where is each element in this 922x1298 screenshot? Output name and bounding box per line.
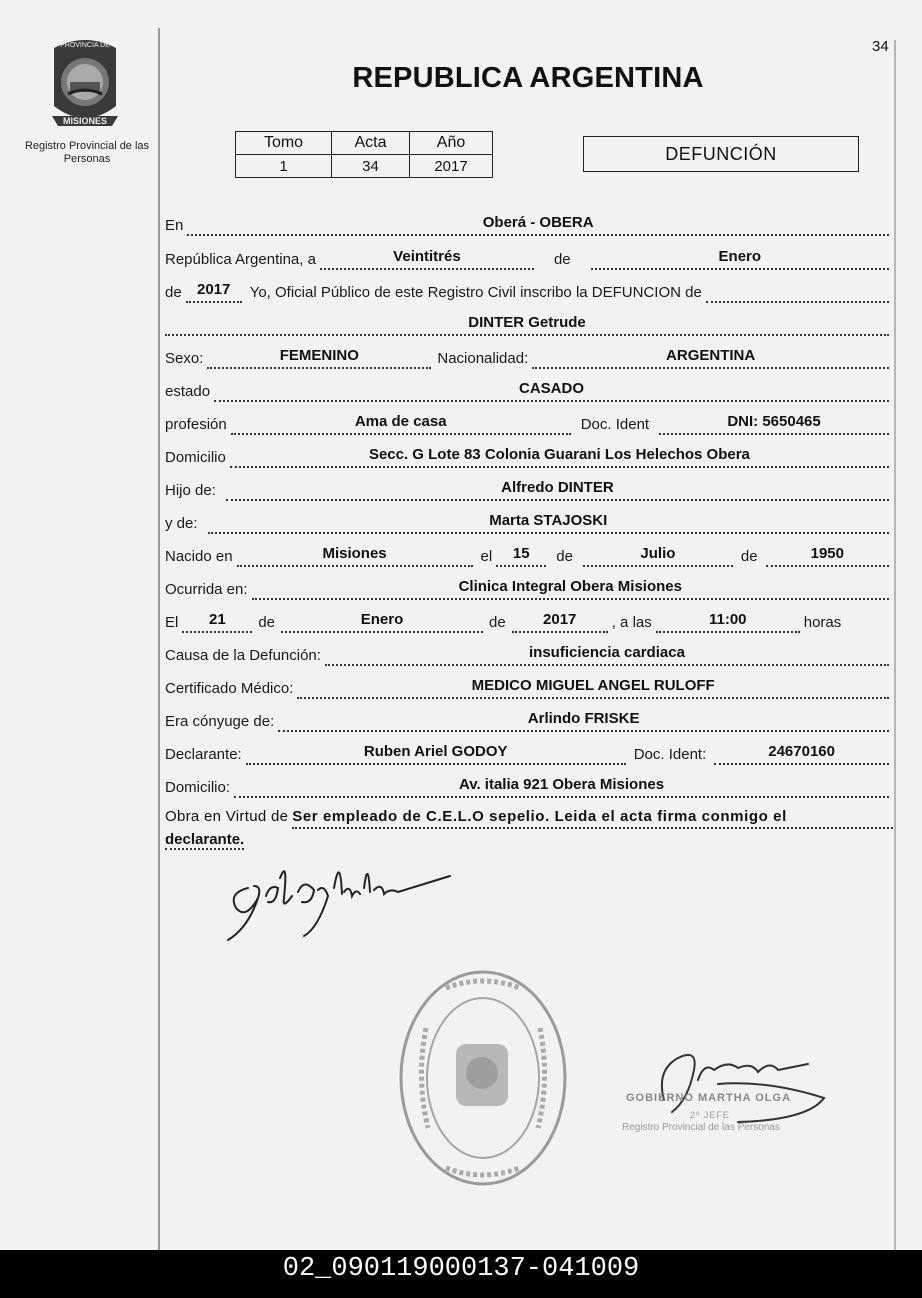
- misiones-coat-of-arms-logo: [38, 34, 132, 134]
- label-de-year: de: [165, 284, 182, 301]
- label-doc-ident-declarant: Doc. Ident:: [633, 746, 707, 763]
- row-place: [165, 212, 893, 236]
- svg-text:PROVINCIA DE: PROVINCIA DE: [60, 42, 110, 49]
- value-cause: insuficiencia cardiaca: [325, 644, 889, 666]
- value-birth-year: 1950: [766, 545, 889, 567]
- row-death-date: [165, 609, 893, 633]
- ano-header: Año: [410, 132, 493, 155]
- left-margin-rule: [158, 28, 160, 1250]
- label-nacionalidad: Nacionalidad:: [437, 350, 529, 367]
- value-address: Secc. G Lote 83 Colonia Guarani Los Helechos Obera: [230, 446, 889, 468]
- acta-header: Acta: [332, 132, 410, 155]
- row-domicilio: [165, 444, 893, 468]
- row-declarant: [165, 741, 893, 765]
- label-a-las: , a las: [611, 614, 652, 631]
- value-death-place: Clinica Integral Obera Misiones: [252, 578, 889, 600]
- label-y-de: y de:: [165, 515, 198, 532]
- value-profession: Ama de casa: [231, 413, 571, 435]
- value-place: Oberá - OBERA: [187, 214, 889, 236]
- label-el-cap: El: [165, 614, 179, 631]
- declarant-signature: [218, 848, 468, 943]
- label-domicilio-declarant: Domicilio:: [165, 779, 231, 796]
- label-estado: estado: [165, 383, 211, 400]
- value-day-words: Veintitrés: [320, 248, 534, 270]
- label-causa: Causa de la Defunción:: [165, 647, 321, 664]
- value-birth-day: 15: [496, 545, 546, 567]
- row-year: [165, 279, 893, 303]
- stamp-office: Registro Provincial de las Personas: [622, 1122, 780, 1133]
- value-doctor: MEDICO MIGUEL ANGEL RULOFF: [297, 677, 889, 699]
- tomo-value: 1: [236, 155, 332, 178]
- label-sexo: Sexo:: [165, 350, 204, 367]
- value-dni: DNI: 5650465: [659, 413, 889, 435]
- label-de-death-year: de: [489, 614, 506, 631]
- row-certificate: [165, 675, 893, 699]
- value-death-day: 21: [182, 611, 252, 633]
- label-de: de: [553, 251, 571, 268]
- label-ocurrida-en: Ocurrida en:: [165, 581, 248, 598]
- label-profesion: profesión: [165, 416, 227, 433]
- value-death-time: 11:00: [656, 611, 800, 633]
- value-year: 2017: [186, 281, 242, 303]
- label-obra: Obra en Virtud de: [165, 808, 289, 825]
- acta-value: 34: [332, 155, 410, 178]
- label-yo: Yo, Oficial Público de este Registro Civil inscribo la DEFUNCION de: [249, 284, 702, 301]
- registry-label: Registro Provincial de las Personas: [24, 140, 150, 165]
- stamp-name: GOBIERNO MARTHA OLGA: [626, 1092, 792, 1104]
- value-sex: FEMENINO: [207, 347, 431, 369]
- value-spouse: Arlindo FRISKE: [278, 710, 889, 732]
- tomo-header: Tomo: [236, 132, 332, 155]
- label-nacido-en: Nacido en: [165, 548, 233, 565]
- label-horas: horas: [803, 614, 842, 631]
- row-sex-nationality: [165, 345, 893, 369]
- row-declarant-address: [165, 774, 893, 798]
- value-marital-status: CASADO: [214, 380, 889, 402]
- row-cause: [165, 642, 893, 666]
- page-number: 34: [872, 38, 889, 55]
- label-declarante: Declarante:: [165, 746, 242, 763]
- document-kind-box: DEFUNCIÓN: [583, 136, 859, 172]
- label-de-birth-year: de: [740, 548, 758, 565]
- value-death-year: 2017: [512, 611, 608, 633]
- label-hijo-de: Hijo de:: [165, 482, 216, 499]
- value-mother: Marta STAJOSKI: [208, 512, 889, 534]
- label-el: el: [480, 548, 493, 565]
- value-month: Enero: [591, 248, 889, 270]
- label-republica: República Argentina, a: [165, 251, 316, 268]
- value-blank: [706, 281, 889, 303]
- value-death-month: Enero: [281, 611, 483, 633]
- label-conyuge: Era cónyuge de:: [165, 713, 275, 730]
- value-declarant: Ruben Ariel GODOY: [246, 743, 626, 765]
- footer-document-id: 02_090119000137-041009: [0, 1250, 922, 1298]
- row-birth: [165, 543, 893, 567]
- page-title: REPUBLICA ARGENTINA: [352, 62, 704, 94]
- value-deceased: DINTER Getrude: [165, 314, 889, 336]
- row-deceased: [165, 312, 893, 336]
- stamp-role: 2º JEFE: [690, 1110, 730, 1120]
- obra-en-virtud: [165, 806, 893, 850]
- row-father: [165, 477, 893, 501]
- value-obra-2: declarante.: [165, 831, 245, 848]
- row-estado: [165, 378, 893, 402]
- volume-record-year-table: [235, 131, 493, 178]
- row-death-place: [165, 576, 893, 600]
- official-registry-seal: [396, 968, 571, 1188]
- value-birth-place: Misiones: [237, 545, 473, 567]
- row-spouse: [165, 708, 893, 732]
- value-nationality: ARGENTINA: [532, 347, 889, 369]
- label-en: En: [165, 217, 184, 234]
- label-de-birth-month: de: [556, 548, 573, 565]
- value-declarant-doc: 24670160: [714, 743, 889, 765]
- value-father: Alfredo DINTER: [226, 479, 889, 501]
- ano-value: 2017: [410, 155, 493, 178]
- value-birth-month: Julio: [583, 545, 733, 567]
- row-mother: [165, 510, 893, 534]
- value-declarant-address: Av. italia 921 Obera Misiones: [234, 776, 889, 798]
- label-de-death-month: de: [258, 614, 276, 631]
- svg-text:MISIONES: MISIONES: [62, 116, 108, 126]
- label-certificado: Certificado Médico:: [165, 680, 294, 697]
- label-doc-ident: Doc. Ident: [580, 416, 650, 433]
- row-date: [165, 246, 893, 270]
- value-obra-1: Ser empleado de C.E.L.O sepelio. Leida el acta firma conmigo el: [292, 806, 893, 829]
- label-domicilio: Domicilio: [165, 449, 226, 466]
- right-margin-rule: [894, 40, 896, 1250]
- row-profession: [165, 411, 893, 435]
